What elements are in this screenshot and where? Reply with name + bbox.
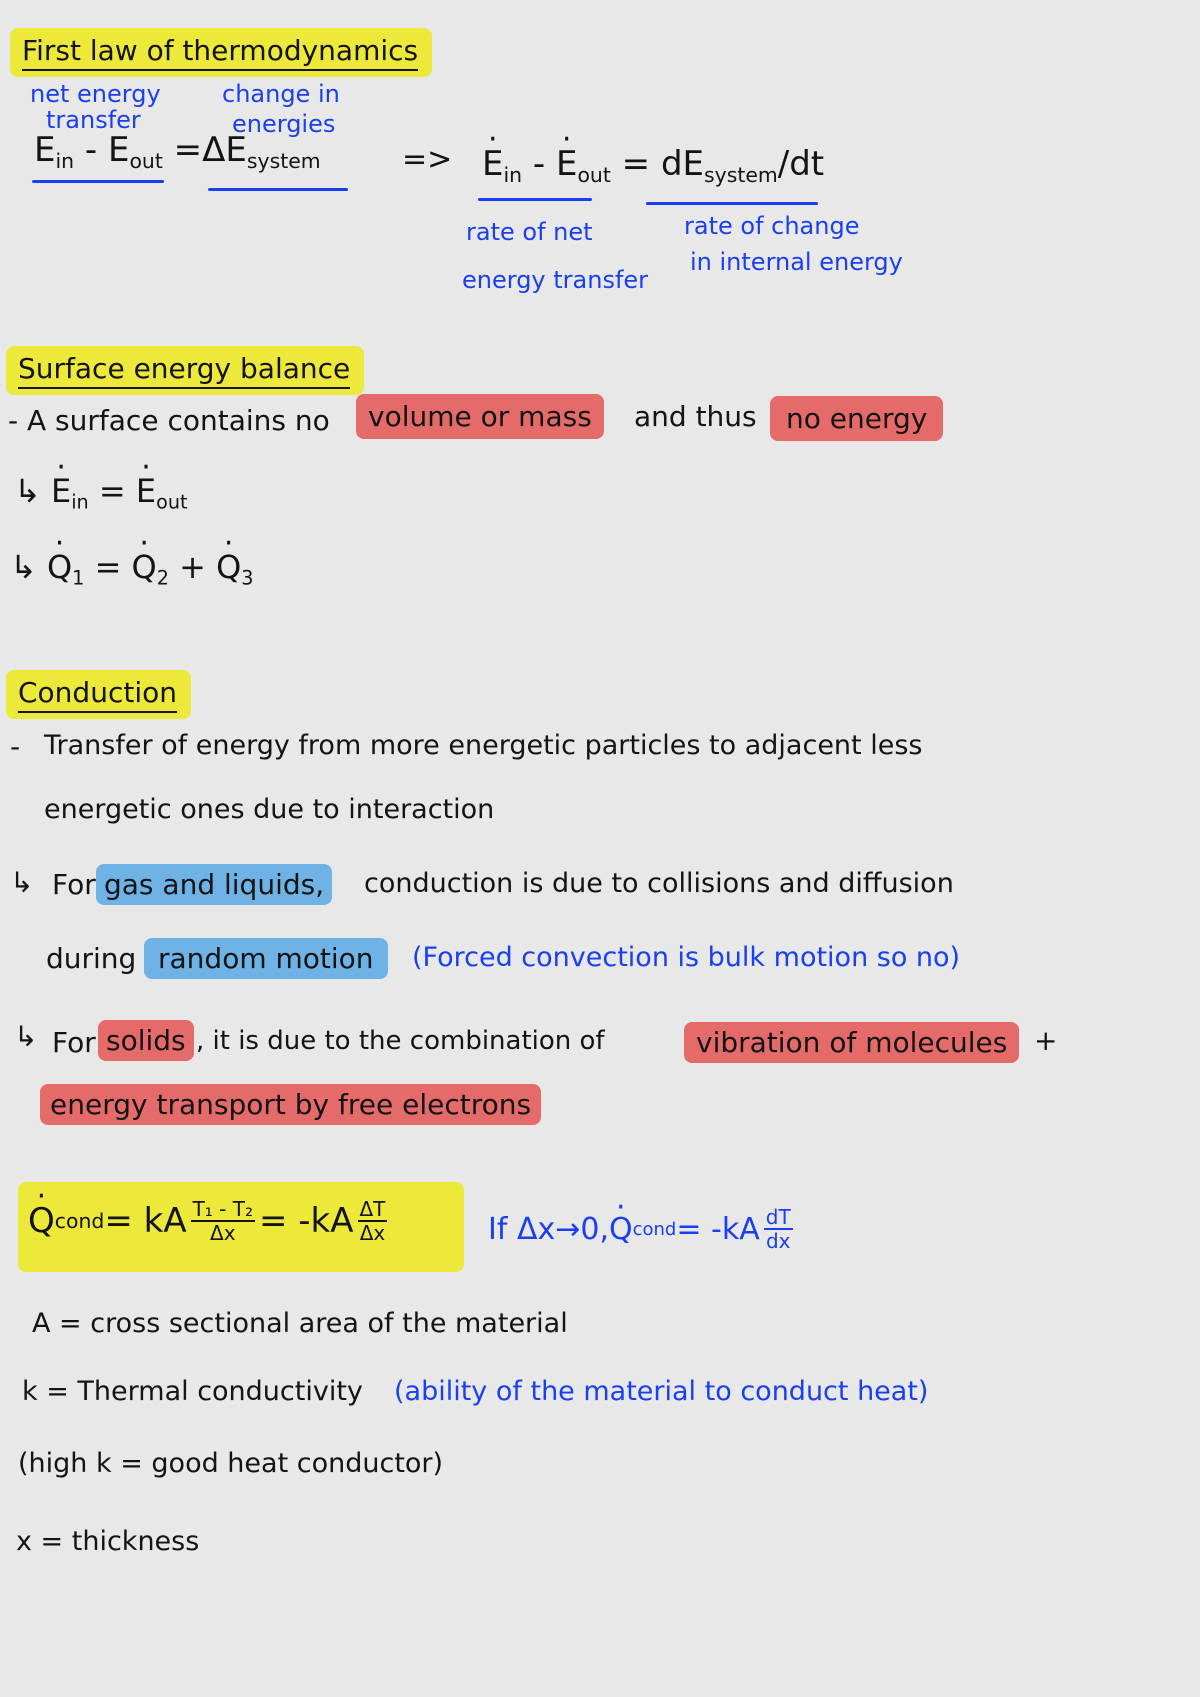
formula-den2: Δx	[359, 1221, 386, 1245]
label-transfer: transfer	[46, 106, 141, 134]
surface-eq2-Q1: · Q	[47, 548, 72, 586]
solid-plus: +	[1034, 1024, 1058, 1057]
surface-eq1-out-subscript: out	[156, 490, 188, 514]
gas-for: For	[52, 868, 96, 901]
highlight-vibration-of-molecules: vibration of molecules	[684, 1022, 1019, 1063]
if-cond-subscript: cond	[632, 1218, 677, 1240]
label-energies: energies	[232, 110, 336, 138]
surface-eq2-sub1: 1	[72, 566, 85, 590]
surface-eq2-equals: =	[84, 548, 132, 586]
underline-net-energy	[32, 180, 164, 183]
surface-heading	[6, 346, 364, 395]
definition-high-k: (high k = good heat conductor)	[18, 1448, 444, 1479]
fourier-formula	[28, 1198, 391, 1244]
eq-system-subscript: system	[246, 149, 321, 174]
highlight-gas-and-liquids: gas and liquids,	[96, 864, 332, 905]
implies-arrow: =>	[402, 142, 453, 177]
definition-A: A = cross sectional area of the material	[32, 1308, 568, 1339]
highlight-random-motion: random motion	[144, 938, 388, 979]
underline-rate-net	[478, 198, 592, 201]
rate-eq-in-subscript: in	[503, 163, 523, 188]
highlight-volume-or-mass: volume or mass	[356, 394, 604, 439]
formula-num1: T₁ - T₂	[192, 1197, 253, 1221]
rate-eq-dt: /dt	[777, 144, 825, 184]
label-rate-of-net: rate of net	[466, 218, 593, 246]
conduction-heading-text: Conduction	[18, 676, 177, 713]
definition-k: k = Thermal conductivity	[22, 1376, 363, 1407]
arrow-icon: ↳	[14, 472, 41, 510]
conduction-heading	[6, 670, 191, 719]
underline-rate-change	[646, 202, 818, 205]
surface-line1-prefix: - A surface contains no	[8, 404, 330, 437]
solid-rest: , it is due to the combination of	[196, 1026, 605, 1056]
first-law-heading	[10, 28, 432, 77]
surface-eq1-E-out: · E	[136, 472, 156, 510]
gas-during: during	[46, 942, 137, 975]
rate-eq-out-subscript: out	[577, 163, 611, 188]
formula-neg-kA: = -kA	[258, 1201, 354, 1241]
surface-eq2-Q2: · Q	[132, 548, 157, 586]
solid-arrow: ↳	[14, 1020, 38, 1053]
forced-convection-note: (Forced convection is bulk motion so no)	[412, 942, 961, 973]
formula-fraction-2	[358, 1198, 388, 1244]
rate-eq-minus: -	[522, 144, 556, 184]
if-fraction	[764, 1206, 793, 1252]
highlight-no-energy: no energy	[770, 396, 943, 441]
eq-E-out: E	[107, 130, 130, 170]
rate-eq-E-in-dot: · E	[482, 144, 503, 184]
eq-in-subscript: in	[55, 149, 75, 174]
highlight-solids: solids	[98, 1020, 194, 1061]
if-Q: · Q	[609, 1212, 633, 1247]
label-change-in: change in	[222, 80, 340, 108]
rate-balance-equation	[482, 144, 824, 187]
surface-eq2-Q3: · Q	[216, 548, 241, 586]
formula-kA: = kA	[104, 1201, 187, 1241]
definition-x: x = thickness	[16, 1526, 200, 1557]
conduction-def-line2: energetic ones due to interaction	[44, 794, 495, 825]
surface-eq1-E-in: · E	[51, 472, 71, 510]
formula-Q: · Q	[28, 1201, 55, 1241]
rate-eq-system-subscript: system	[704, 163, 778, 188]
eq-minus: -	[74, 130, 108, 170]
formula-fraction-1	[191, 1198, 255, 1244]
formula-den1: Δx	[210, 1221, 236, 1245]
arrow-icon: ↳	[10, 548, 37, 586]
gas-arrow: ↳	[10, 866, 34, 899]
gas-rest: conduction is due to collisions and diffusion	[364, 868, 954, 899]
formula-num2: ΔT	[359, 1197, 386, 1221]
first-law-heading-text: First law of thermodynamics	[22, 34, 418, 71]
underline-change-energies	[208, 188, 348, 191]
conduction-dash: -	[10, 730, 21, 763]
surface-eq1-equals: =	[88, 472, 136, 510]
label-rate-of-change: rate of change	[684, 212, 860, 240]
eq-delta-E: =ΔE	[162, 130, 247, 170]
eq-out-subscript: out	[129, 149, 163, 174]
conduction-def-line1: Transfer of energy from more energetic particles to adjacent less	[44, 730, 923, 761]
label-net-energy: net energy	[30, 80, 161, 108]
surface-line1-mid: and thus	[634, 400, 757, 433]
eq-E-in: E	[34, 130, 56, 170]
fourier-limit-formula	[488, 1206, 797, 1252]
rate-eq-E-out-dot: · E	[556, 144, 577, 184]
formula-cond-subscript: cond	[54, 1209, 105, 1233]
surface-heading-text: Surface energy balance	[18, 352, 350, 389]
surface-eq1	[14, 472, 188, 514]
energy-balance-equation	[34, 130, 321, 173]
surface-eq2-plus: +	[168, 548, 217, 586]
surface-eq1-in-subscript: in	[71, 490, 89, 514]
surface-eq2-sub3: 3	[241, 566, 254, 590]
rate-eq-dE: = dE	[610, 144, 705, 184]
if-den: dx	[765, 1229, 791, 1253]
surface-eq2	[10, 548, 254, 590]
solid-for: For	[52, 1026, 96, 1059]
highlight-energy-transport: energy transport by free electrons	[40, 1084, 541, 1125]
if-text: If Δx→0,	[488, 1211, 609, 1247]
label-energy-transfer: energy transfer	[462, 266, 649, 294]
if-num: dT	[765, 1205, 791, 1229]
if-neg-kA: = -kA	[676, 1211, 760, 1247]
definition-k-note: (ability of the material to conduct heat)	[394, 1376, 929, 1407]
label-in-internal-energy: in internal energy	[690, 248, 903, 276]
surface-eq2-sub2: 2	[156, 566, 169, 590]
